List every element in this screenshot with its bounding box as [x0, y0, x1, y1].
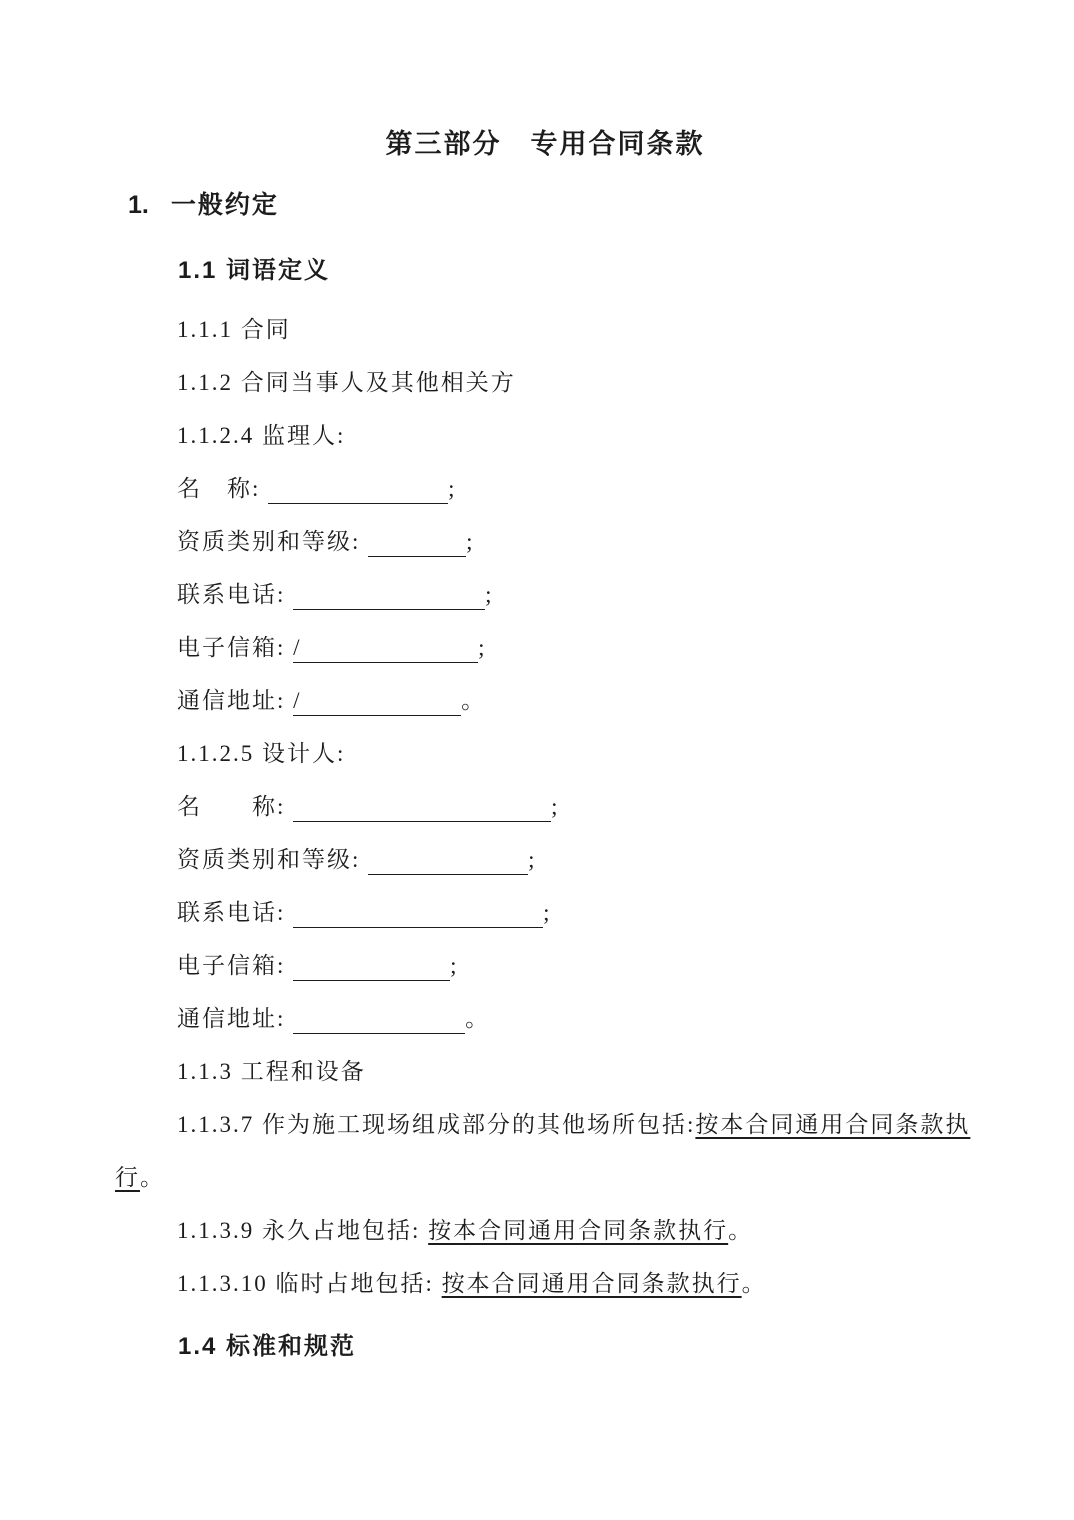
underlined-clause-text: 按本合同通用合同条款执行: [428, 1218, 729, 1243]
field-label: 联系电话:: [177, 900, 294, 925]
clause-1-1-2-4-supervisor: 1.1.2.4 监理人:: [177, 423, 346, 448]
field-suffix: ;: [551, 794, 560, 819]
designer-phone-row: [177, 886, 975, 939]
designer-address-row: [177, 992, 975, 1045]
field-suffix: ;: [485, 582, 494, 607]
field-label: 资质类别和等级:: [177, 847, 369, 872]
supervisor-email-blank: /: [293, 634, 478, 663]
designer-name-row: [177, 780, 975, 833]
clause-1-1-3: 1.1.3 工程和设备: [177, 1059, 366, 1084]
clause-lead: 1.1.3.9 永久占地包括:: [177, 1218, 429, 1243]
supervisor-qualification-blank: [368, 528, 466, 557]
field-label: 资质类别和等级:: [177, 529, 369, 554]
field-label: 电子信箱:: [177, 635, 294, 660]
designer-address-blank: [293, 1005, 465, 1034]
field-suffix: ;: [528, 847, 537, 872]
clause-tail: 。: [140, 1165, 165, 1190]
designer-email-blank: [293, 952, 450, 981]
field-label: 通信地址:: [177, 688, 294, 713]
designer-name-blank: [293, 793, 551, 822]
section-number: 1.: [128, 191, 149, 219]
designer-phone-blank: [293, 899, 543, 928]
supervisor-email-row: [177, 621, 975, 674]
section-heading-general-provisions: [128, 179, 975, 232]
field-suffix: ;: [543, 900, 552, 925]
supervisor-address-blank: /: [293, 687, 461, 716]
clause-1-1-3-9: [115, 1204, 975, 1257]
underlined-clause-text: 按本合同通用合同条款执行: [115, 1112, 971, 1190]
clause-1-1-3-7: [115, 1098, 975, 1204]
supervisor-phone-blank: [293, 581, 485, 610]
subsection-heading-definitions: 1.1 词语定义: [178, 257, 331, 284]
supervisor-qualification-row: [177, 515, 975, 568]
clause-1-1-2: 1.1.2 合同当事人及其他相关方: [177, 370, 516, 395]
field-label: 电子信箱:: [177, 953, 294, 978]
underlined-clause-text: 按本合同通用合同条款执行: [441, 1271, 742, 1296]
field-suffix: ;: [448, 476, 457, 501]
section-title: 一般约定: [170, 191, 279, 219]
clause-tail: 。: [728, 1218, 754, 1243]
supervisor-phone-row: [177, 568, 975, 621]
clause-lead: 1.1.3.10 临时占地包括:: [177, 1271, 442, 1296]
supervisor-name-blank: [268, 475, 448, 504]
field-suffix: ;: [466, 529, 475, 554]
clause-tail: 。: [741, 1271, 767, 1296]
supervisor-address-row: [177, 674, 975, 727]
designer-email-row: [177, 939, 975, 992]
field-label: 通信地址:: [177, 1006, 294, 1031]
field-suffix: 。: [461, 688, 487, 713]
clause-lead: 1.1.3.7 作为施工现场组成部分的其他场所包括:: [177, 1112, 696, 1137]
clause-1-1-1: 1.1.1 合同: [177, 317, 291, 342]
page-title: 第三部分 专用合同条款: [385, 129, 705, 159]
field-suffix: ;: [450, 953, 459, 978]
designer-qualification-row: [177, 833, 975, 886]
field-label: 名 称:: [177, 476, 269, 501]
clause-1-1-2-5-designer: 1.1.2.5 设计人:: [177, 741, 346, 766]
field-suffix: 。: [465, 1006, 491, 1031]
supervisor-name-row: [177, 462, 975, 515]
field-suffix: ;: [478, 635, 487, 660]
subsection-heading-standards: 1.4 标准和规范: [178, 1333, 357, 1360]
clause-1-1-3-10: [115, 1257, 975, 1310]
designer-qualification-blank: [368, 846, 528, 875]
field-label: 联系电话:: [177, 582, 294, 607]
field-label: 名 称:: [177, 794, 294, 819]
